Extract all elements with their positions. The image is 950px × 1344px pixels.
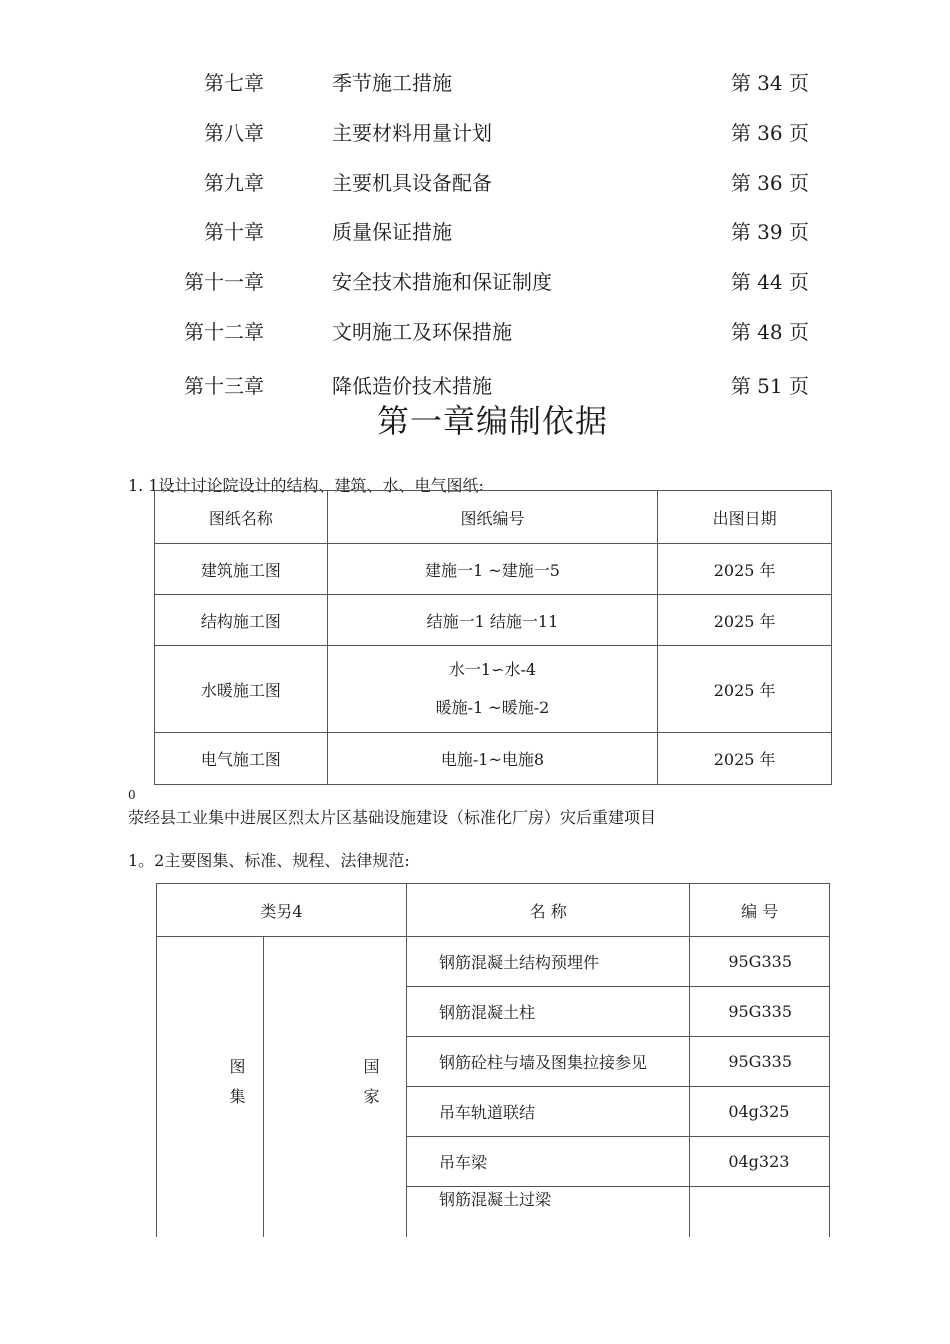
toc-page-number: 第 48 页 bbox=[730, 320, 809, 344]
category-cell: 图集 bbox=[157, 937, 264, 1238]
table-header-row bbox=[155, 491, 832, 544]
toc-page-number: 第 39 页 bbox=[730, 220, 809, 244]
table-row bbox=[155, 733, 832, 785]
drawing-date-cell: 2025 年 bbox=[658, 544, 832, 595]
drawing-code-cell: 结施一1 结施一11 bbox=[327, 595, 658, 646]
drawing-code-line: 暖施-1 ~暖施-2 bbox=[435, 698, 550, 717]
table-row bbox=[155, 595, 832, 646]
toc-entry[interactable] bbox=[0, 117, 950, 147]
standard-code-cell: 95G335 bbox=[690, 987, 830, 1037]
standard-code-cell bbox=[690, 1187, 830, 1238]
table-row bbox=[155, 544, 832, 595]
toc-chapter-number: 第十章 bbox=[204, 220, 264, 244]
standard-code-cell: 04g323 bbox=[690, 1137, 830, 1187]
toc-chapter-number: 第十一章 bbox=[184, 270, 264, 294]
standard-name-cell: 钢筋混凝土过梁 bbox=[407, 1187, 690, 1238]
toc-chapter-title: 降低造价技术措施 bbox=[332, 374, 492, 398]
drawing-date-cell: 2025 年 bbox=[658, 733, 832, 785]
toc-chapter-number: 第九章 bbox=[204, 171, 264, 195]
drawings-table bbox=[154, 490, 832, 785]
header-cell: 编 号 bbox=[690, 884, 830, 937]
header-cell: 图纸编号 bbox=[327, 491, 658, 544]
toc-entry[interactable] bbox=[0, 67, 950, 97]
toc-chapter-number: 第十三章 bbox=[184, 374, 264, 398]
drawing-name-cell: 电气施工图 bbox=[155, 733, 328, 785]
standard-code-cell: 95G335 bbox=[690, 1037, 830, 1087]
drawing-code-cell: 电施-1~电施8 bbox=[327, 733, 658, 785]
toc-page-number: 第 44 页 bbox=[730, 270, 809, 294]
table-header-row bbox=[157, 884, 830, 937]
standard-name-cell: 钢筋混凝土结构预埋件 bbox=[407, 937, 690, 987]
header-cell: 出图日期 bbox=[658, 491, 832, 544]
toc-chapter-number: 第八章 bbox=[204, 121, 264, 145]
toc-chapter-title: 主要材料用量计划 bbox=[332, 121, 492, 145]
standards-table bbox=[156, 883, 830, 1237]
toc-page-number: 第 51 页 bbox=[730, 374, 809, 398]
project-name: 荥经县工业集中进展区烈太片区基础设施建设（标准化厂房）灾后重建项目 bbox=[128, 808, 657, 827]
header-cell: 图纸名称 bbox=[155, 491, 328, 544]
stray-mark: 0 bbox=[128, 788, 136, 802]
toc-chapter-title: 文明施工及环保措施 bbox=[332, 320, 512, 344]
standard-name-cell: 吊车轨道联结 bbox=[407, 1087, 690, 1137]
toc-page-number: 第 36 页 bbox=[730, 121, 809, 145]
drawing-code-cell bbox=[327, 646, 658, 733]
standard-name-cell: 吊车梁 bbox=[407, 1137, 690, 1187]
standard-name-cell: 钢筋混凝土柱 bbox=[407, 987, 690, 1037]
drawing-name-cell: 水暖施工图 bbox=[155, 646, 328, 733]
toc-entry[interactable] bbox=[0, 216, 950, 246]
drawing-code-cell: 建施一1 ~建施一5 bbox=[327, 544, 658, 595]
header-cell: 类另4 bbox=[157, 884, 407, 937]
standard-code-cell: 95G335 bbox=[690, 937, 830, 987]
chapter-heading: 第一章编制依据 bbox=[376, 402, 608, 440]
drawing-date-cell: 2025 年 bbox=[658, 646, 832, 733]
toc-chapter-title: 季节施工措施 bbox=[332, 71, 452, 95]
standard-code-cell: 04g325 bbox=[690, 1087, 830, 1137]
standard-name-cell: 钢筋砼柱与墙及图集拉接参见 bbox=[407, 1037, 690, 1087]
drawing-name-cell: 结构施工图 bbox=[155, 595, 328, 646]
toc-page-number: 第 36 页 bbox=[730, 171, 809, 195]
header-cell: 名 称 bbox=[407, 884, 690, 937]
drawing-date-cell: 2025 年 bbox=[658, 595, 832, 646]
toc-entry[interactable] bbox=[0, 266, 950, 296]
toc-chapter-title: 主要机具设备配备 bbox=[332, 171, 492, 195]
table-row bbox=[155, 646, 832, 733]
toc-chapter-number: 第七章 bbox=[204, 71, 264, 95]
toc-entry[interactable] bbox=[0, 167, 950, 197]
table-row bbox=[157, 937, 830, 987]
subcategory-cell: 国家 bbox=[264, 937, 407, 1238]
toc-chapter-number: 第十二章 bbox=[184, 320, 264, 344]
toc-chapter-title: 质量保证措施 bbox=[332, 220, 452, 244]
toc-chapter-title: 安全技术措施和保证制度 bbox=[332, 270, 552, 294]
drawing-code-line: 水一1∽水-4 bbox=[448, 660, 537, 679]
toc-page-number: 第 34 页 bbox=[730, 71, 809, 95]
section-1-1-heading: 1. 1设计讨论院设计的结构、建筑、水、电气图纸: bbox=[128, 476, 484, 495]
toc-entry[interactable] bbox=[0, 316, 950, 346]
section-1-2-heading: 1。2主要图集、标准、规程、法律规范: bbox=[128, 851, 410, 870]
drawing-name-cell: 建筑施工图 bbox=[155, 544, 328, 595]
